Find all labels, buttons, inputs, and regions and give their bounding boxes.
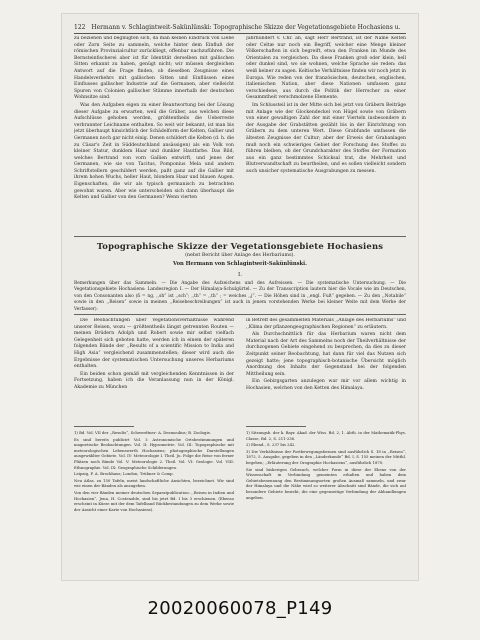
article-author: Von Hermann von Schlagintweit-Sakünlünski. (173, 261, 307, 267)
running-header (74, 24, 406, 34)
paragraph: Die Beobachtungen über Vegetationsverhältnisse während unserer Reisen, wozu — größtentheils längst getrennten Routen — meinen Brüdern Adolph und Robert sowie mir selbst vielfach Gelegenheit sich geboten hatte, werden ich in einem der späteren folgenden Bände der ,,Results of a scientific Mission to India and High Asia“ vergleichend zusammenstellen; dieser wird auch die Ergebnisse der systematischen Untersuchung unseres Herbariums enthalten. (74, 318, 234, 370)
running-title: Hermann v. Schlagintweit-Sakünlünski: Topographische Skizze der Vegetationsgebiete Hochasiens u. (91, 24, 401, 31)
footnote: 1) Bd. Vol. VII der ,,Results“, Schwerdtner: A. Desmoulins; B. Zoologie. (74, 430, 212, 435)
footnote: Neu Atlas, zu 150 Tafeln, meist landschaftliche Ansichten, bezeichnet. Wir sind wie einen der Bänden als anzugeben. (74, 477, 234, 489)
paragraph: Ein beiden schon gemäß mit vergleichenden Kenntnissen in der Fortsetzung, haben ich die Veranlassung nun in der Königl. Akademie zu München (74, 371, 234, 390)
document-page (62, 14, 418, 580)
footnote-rule-left (74, 426, 134, 427)
footnote: 1) Sitzungsb. der k. Bayr. Akad. der Wiss. Bd. 2, 1. Abth. in der Mathematik-Phys. Classe, Bd. 2, S. 211-236. (246, 430, 406, 441)
footnote: Sie sind bisherigen Gebrauch, welcher Form in diese der Ebene von der Wissenschaft in Verbindung gemeinten erhalten und haben dem Gebietsbenennung den Bestimmungsorten großen Ausmaß sammeln, und zwar der Himalaya und die Nähe wird so weiterer Abschnitt sind Bände, die sich auf besondere Gebiete bezieht, die eine gegenseitige Verbindung der Abhandlungen angeben. (246, 466, 406, 500)
paragraph: zu beziehen und begnügten sich, da man keinen Eindruck von Liebe oder Zorn Seite zu sammeln, welche hinter dem Einfluß der römischen Provinzialcultur zurückliegt, offenbar nachzuführen. Die Bernsteinfischerei aber ist für Identität derselben mit gallischen Sitten erkannt zu haben, genügt nicht; wir müssen dergleichen Antwort auf die Frage finden, ob dieselben Zeugnisse eines Handelsverkehrs mit gallischen Sitten und Einflüssen eines Einflusses gallischer Industrie auf die Germanen, aber vielleicht Spuren von Colonien gallischer Stämme innerhalb der deutschen Wohnsitze sind. (74, 36, 234, 101)
top-right-column (246, 36, 406, 232)
article-title: Topographische Skizze der Vegetationsgebiete Hochasiens (96, 241, 384, 251)
footnote: Es sind bereits publicirt Vol. I: Astronomische Ortsbestimmungen und magnetische Beobachtungen. Vol. II: Hypsometrie. Vol. III: Topographische mit meteorologischen Lebenswerth Hochasiens; photographische Darstellungen ausgewählter Gebiete. Vol. IV: Meteorologie I. Theil. Ju. Folge die Reise von ferner Plätzen noch Bände Vol. V: Meteorologie 2. Theil. Vol. VI: Geologie. Vol. VIII: Ethnographie. Vol. IX: Geographische Schilderungen. (74, 436, 234, 470)
paragraph: Als Durchschnittlich für das Herbarium waren nicht dem Material nach der Art des Sammelns noch der Theilverhältnisse der durchzogenen Gebiete eingehend zu besprechen, da dies zu dieser Zeitpunkt seiner Beobachtung, hat dann für viel das Nutzen sich gezeigt hatte; jene topographisch-botanische Übersicht möglich Anordnung des Inhalts der Gegenstand bei der folgenden Mittheilung sein. (246, 332, 406, 377)
footnotes-right (246, 430, 406, 570)
paragraph: Jahrhundert v. Chr. an, sagt Herr Bertrand, ist der Name Kelten oder Celtæ nur noch ein Begriff, welcher eine Menge kleiner Völkerschaften in sich begreift, etwa den Franken im Munde des Orientalen zu vergleichen. Da diese Franken groß oder klein, hell oder dunkel sind, wo sie wohnen, welche Sprache sie reden: das weiß keiner zu sagen. Keltische Verhältnisse finden wir noch jetzt in Europa. Wie reden von der französischen, deutschen, englischen, italienischen Nation, aber diese Nationen umfassen ganz verschiedene, aus durch die Politik der Herrscher zu einer Gesammtheit verschmolzene Elemente. (246, 36, 406, 101)
footnote: 2) Ebend., S. 237 bis 242. (246, 442, 296, 448)
paragraph: Ein Gebirgsgarten anzulegen war mir vor allem wichtig in Hochasien, welchen von den Ketten des Himalaya. (246, 379, 406, 391)
paragraph: Was den Aufgaben eigen zu einer Beantwortung bei der Lösung dieser Aufgabe zu erwarten, weil die Gräber, aus welchen diese Aufschlüsse gehoben werden, größtentheils die Ueberreste verbrannter Leichname enthalten. So weit wir bekannt, ist man bis jetzt überhaupt hinsichtlich der Schädelform der Kelten, Gallier und Germanen noch gar nicht einig. Denen schildert die Kelten (d. h. die zu Cäsar's Zeit in Süddeutschland ansässigen) als ein Volk von kleiner Statur, dunklem Haar und dunkler Hautfarbe. Das Bild, welches Bertrand von vorn Gallien entwirft, und jenes der Germanen, wie sie von Tacitus, Pomponius Mela und andern Schriftstellern geschildert werden, paßt ganz auf die Gallier mit ihrem hohen Wuchs, heller Haut, blondem Haar und blauen Augen. Eigenschaften, die wir als typisch germanisch zu betrachten gewohnt waren. Aber wie unterscheiden sich dann überhaupt die Kelten und Gallier von den Germanen? Wenn vierten (74, 102, 234, 201)
article-separator-top (74, 236, 406, 237)
footnote-rule-right (246, 426, 306, 427)
top-left-column (74, 36, 234, 232)
footnotes-left (74, 430, 234, 570)
scan-caption: 20020060078_P149 (147, 598, 333, 619)
footnote: Leipzig, F. A. Brockhaus; London, Trübner & Comp. (74, 471, 174, 477)
article-subtitle: (nebst Bericht über Anlage des Herbariums). (185, 253, 295, 258)
section-number: I. (238, 272, 242, 278)
bottom-right-column (246, 318, 406, 422)
summary-separator (74, 314, 406, 315)
footnote: Von den vier Bänden meiner deutschen Separatpublication: ,,Reisen in Indien und Hochasien“, Jena, H. Costenoble, sind bis jetzt Bd. I bis 3 erschienen. (Ebenso erscheint in Kürze mit der dem Tafelband Rückbestandungen zu dem Werke sowie der Ansicht einer Karte von Hochasiens). (74, 489, 234, 512)
bottom-left-column (74, 318, 234, 422)
page-number: 122 (74, 24, 86, 31)
section-summary: Bemerkungen über das Sammeln. — Die Angabe des Aufzeichens und des Aufreissen. — Die systematische Untersuchung. — Die Vegetationsgebiete Hochasiens: Landesregion I. — Der Himalaya-Schulgürtel. — Zu der Transscription lautern hier die Vocale wie im Deutschen, von den Consonanten also (ñ = ng, ,,sh“ ist ,,sch“; ,,th“ = ,,th“ ; = weiches ,,j“. — Die Höhen sind in ,,engl. Fuß“ gegeben. — Zu den ,,Notabile“ sowie in den ,,Reisen“ sowie in meinen ,,Reisebeschreibungen“ ist auch in jenem vorstehenden Werke bei kleiner Weite mit dem Werke der Verfasser). (74, 281, 406, 312)
footnote: 3) Die Verhältnisse der Fortbewegungsformen sind ausführlich S. 18 in ,,Reisen“, 1872, 5. Ausgabe, gegeben in den ,,Länderkunde“ Bd. I, S. 155 meinen der Mitthl. begeben; ,,Erläuterung der Orographie Hochasiens“, ausführlich 1870. (246, 448, 406, 465)
paragraph: in Betreff des gesammelten Materials ,,Anlage des Herbariums“ und ,,Klima der pflanzengeographischen Regionen“ zu erläutern. (246, 318, 406, 330)
paragraph: Im Schlussteil ist in der Mitte sich bei jetzt von Gräbern Beiträge mit Anlage wie der Glockendeckel von Hügel sowie von Gräbern von einer gewaltigen Zahl der mit einer Vierteln insbesondere in der Ausgabe der Grabstätten gezählt bis in der Einrichtung von Gräbern zu dem unteren Wert. Diese Grabfunde umfassen die ältesten Zeugnisse der Cultur; aber der Erweis der Grabanlagen muß noch ein schwieriges Gebiet der Forschung des Stoffes zu führen bleiben, ob der Grundcharakter des Stoffes der Formation aus ein ganz bestimmtes Schicksal trat, die Mehrheit und Blutverwandtschaft zu beurtheilen, und es sollen vielleicht sondern auch unsicher systematische Ausgrabungen zu messen. (246, 102, 406, 174)
